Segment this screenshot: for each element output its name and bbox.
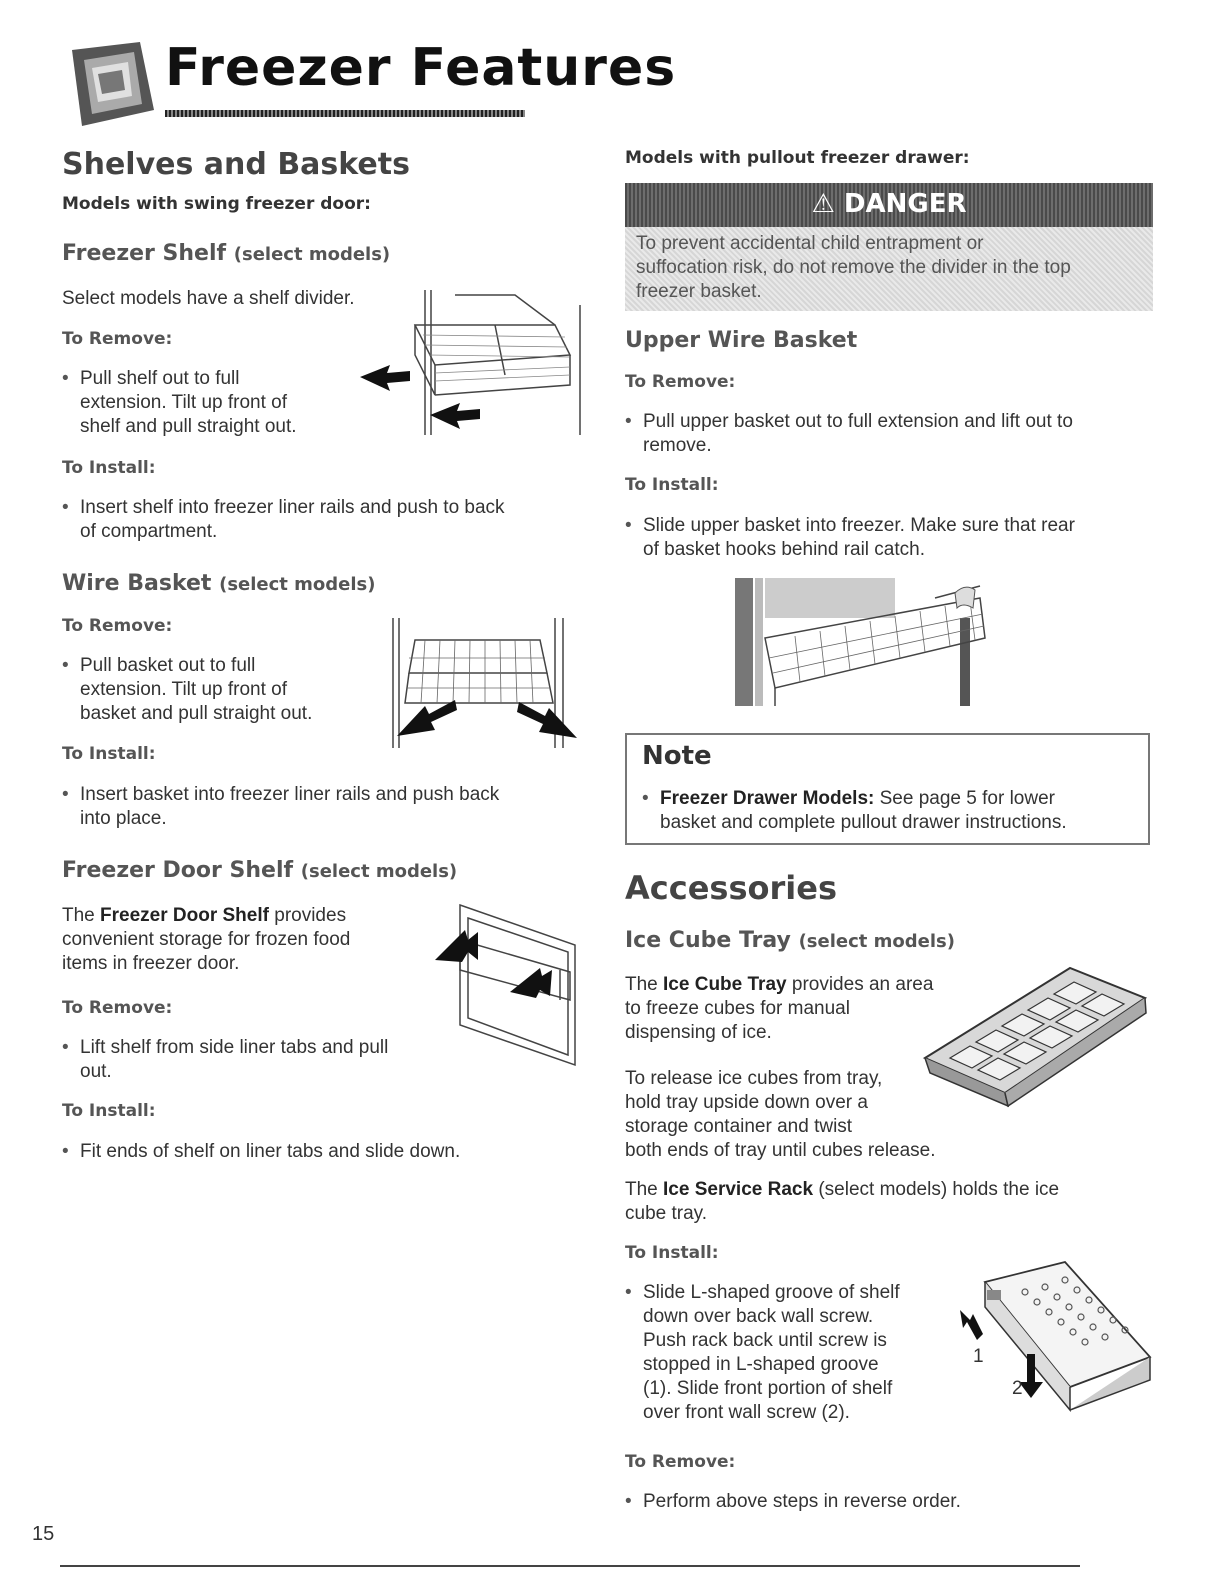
door-shelf-intro-post: provides	[268, 905, 347, 926]
ice-rack-post: (select models) holds the ice	[813, 1179, 1060, 1200]
upper-basket-remove-line: • Pull upper basket out to full extension and lift out to	[625, 410, 1165, 434]
door-shelf-remove-step	[62, 1036, 462, 1084]
upper-basket-install-line: • Slide upper basket into freezer. Make sure that rear	[625, 514, 1165, 538]
danger-line: To prevent accidental child entrapment or	[636, 233, 984, 254]
freezer-shelf-install-step	[62, 496, 582, 544]
note-body	[642, 787, 1142, 835]
door-shelf-intro-pre: The	[62, 905, 101, 926]
heading-freezer-shelf	[62, 243, 390, 265]
upper-basket-install-step	[625, 514, 1165, 562]
heading-wire-basket	[62, 573, 376, 595]
ice-tray-release-line: hold tray upside down over a	[625, 1092, 868, 1113]
door-shelf-remove-label: To Remove:	[62, 998, 173, 1018]
ice-rack-line: cube tray.	[625, 1203, 708, 1224]
heading-door-shelf-text: Freezer Door Shelf	[62, 858, 294, 883]
ice-rack-install-step	[625, 1281, 955, 1425]
freezer-logo-icon	[62, 40, 158, 128]
heading-ice-cube-tray	[625, 930, 955, 952]
heading-wire-basket-text: Wire Basket	[62, 571, 212, 596]
subtitle-swing-door: Models with swing freezer door:	[62, 194, 371, 214]
heading-door-shelf-note: (select models)	[300, 861, 458, 882]
door-shelf-install-line: • Fit ends of shelf on liner tabs and slide down.	[62, 1140, 582, 1164]
door-shelf-remove-line: • Lift shelf from side liner tabs and pull	[62, 1036, 462, 1060]
ice-tray-release-line: To release ice cubes from tray,	[625, 1068, 883, 1089]
danger-message	[636, 232, 1146, 304]
section-title-accessories: Accessories	[625, 869, 837, 907]
wire-basket-remove-line: extension. Tilt up front of	[80, 679, 288, 700]
ice-rack-install-line: over front wall screw (2).	[643, 1402, 850, 1423]
danger-title	[625, 188, 1153, 220]
freezer-shelf-intro: Select models have a shelf divider.	[62, 288, 355, 309]
note-bold: Freezer Drawer Models:	[660, 788, 875, 809]
ice-service-rack-text	[625, 1178, 1145, 1226]
ice-rack-install-label: To Install:	[625, 1243, 719, 1263]
ice-rack-bold: Ice Service Rack	[663, 1179, 814, 1200]
ice-rack-remove-line: • Perform above steps in reverse order.	[625, 1490, 1145, 1514]
note-line-rest: See page 5 for lower	[874, 788, 1055, 809]
note-line: basket and complete pullout drawer instructions.	[660, 812, 1067, 833]
wire-basket-install-line: • Insert basket into freezer liner rails and push back	[62, 783, 582, 807]
door-shelf-remove-line: out.	[80, 1061, 112, 1082]
door-shelf-intro-line: convenient storage for frozen food	[62, 929, 351, 950]
ice-rack-install-line: stopped in L-shaped groove	[643, 1354, 879, 1375]
ice-rack-install-line: Push rack back until screw is	[643, 1330, 887, 1351]
door-shelf-illustration	[420, 900, 585, 1070]
ice-tray-intro-line: to freeze cubes for manual	[625, 998, 850, 1019]
upper-basket-install-line: of basket hooks behind rail catch.	[643, 539, 926, 560]
subtitle-pullout-drawer: Models with pullout freezer drawer:	[625, 148, 970, 168]
heading-ice-cube-tray-text: Ice Cube Tray	[625, 928, 791, 953]
upper-basket-illustration	[735, 578, 990, 708]
ice-rack-install-line: (1). Slide front portion of shelf	[643, 1378, 893, 1399]
ice-tray-intro-pre: The	[625, 974, 664, 995]
danger-title-text: DANGER	[843, 189, 967, 219]
ice-rack-install-line: • Slide L-shaped groove of shelf	[625, 1281, 955, 1305]
ice-tray-release-line: storage container and twist	[625, 1116, 853, 1137]
ice-cube-tray-illustration	[920, 958, 1150, 1108]
danger-line: suffocation risk, do not remove the divider in the top	[636, 257, 1071, 278]
danger-line: freezer basket.	[636, 281, 762, 302]
door-shelf-intro	[62, 904, 422, 976]
ice-tray-intro-post: provides an area	[786, 974, 934, 995]
heading-ice-cube-tray-note: (select models)	[798, 931, 955, 952]
freezer-shelf-install-line: of compartment.	[80, 521, 218, 542]
note-line	[642, 787, 1142, 811]
freezer-shelf-remove-label: To Remove:	[62, 329, 173, 349]
section-title-shelves-baskets: Shelves and Baskets	[62, 147, 410, 182]
footer-rule	[60, 1565, 1080, 1567]
upper-basket-install-label: To Install:	[625, 475, 719, 495]
heading-wire-basket-note: (select models)	[219, 574, 376, 595]
ice-rack-pre: The	[625, 1179, 664, 1200]
ice-service-rack-illustration	[955, 1262, 1155, 1412]
freezer-shelf-remove-line: • Pull shelf out to full	[62, 367, 362, 391]
door-shelf-intro-line	[62, 904, 422, 928]
callout-2: 2	[1012, 1378, 1023, 1399]
heading-door-shelf	[62, 860, 457, 882]
ice-rack-install-line: down over back wall screw.	[643, 1306, 874, 1327]
freezer-shelf-remove-line: shelf and pull straight out.	[80, 416, 297, 437]
door-shelf-intro-line: items in freezer door.	[62, 953, 240, 974]
upper-basket-remove-step	[625, 410, 1165, 458]
wire-basket-install-step	[62, 783, 582, 831]
heading-freezer-shelf-note: (select models)	[233, 244, 391, 265]
heading-upper-wire-basket: Upper Wire Basket	[625, 328, 858, 353]
title-underline	[165, 110, 525, 117]
freezer-shelf-illustration	[355, 285, 585, 440]
heading-freezer-shelf-text: Freezer Shelf	[62, 241, 227, 266]
ice-rack-line	[625, 1178, 1145, 1202]
callout-1: 1	[973, 1346, 984, 1367]
page-number: 15	[32, 1523, 55, 1545]
ice-tray-intro-bold: Ice Cube Tray	[663, 974, 787, 995]
wire-basket-install-label: To Install:	[62, 744, 156, 764]
ice-tray-intro-line: dispensing of ice.	[625, 1022, 772, 1043]
upper-basket-remove-line: remove.	[643, 435, 712, 456]
wire-basket-remove-step	[62, 654, 372, 726]
door-shelf-install-step	[62, 1140, 582, 1164]
warning-triangle-icon: ⚠	[811, 189, 835, 219]
ice-tray-release-line: both ends of tray until cubes release.	[625, 1140, 936, 1161]
wire-basket-illustration	[385, 618, 585, 753]
page-title: Freezer Features	[165, 38, 677, 98]
door-shelf-intro-bold: Freezer Door Shelf	[100, 905, 269, 926]
freezer-shelf-remove-line: extension. Tilt up front of	[80, 392, 288, 413]
ice-rack-remove-step	[625, 1490, 1145, 1514]
door-shelf-install-label: To Install:	[62, 1101, 156, 1121]
freezer-shelf-remove-step	[62, 367, 362, 439]
wire-basket-remove-line: • Pull basket out to full	[62, 654, 372, 678]
freezer-shelf-install-line: • Insert shelf into freezer liner rails and push to back	[62, 496, 582, 520]
wire-basket-install-line: into place.	[80, 808, 167, 829]
ice-rack-remove-label: To Remove:	[625, 1452, 736, 1472]
upper-basket-remove-label: To Remove:	[625, 372, 736, 392]
wire-basket-remove-line: basket and pull straight out.	[80, 703, 313, 724]
note-title: Note	[642, 741, 712, 771]
wire-basket-remove-label: To Remove:	[62, 616, 173, 636]
freezer-shelf-install-label: To Install:	[62, 458, 156, 478]
